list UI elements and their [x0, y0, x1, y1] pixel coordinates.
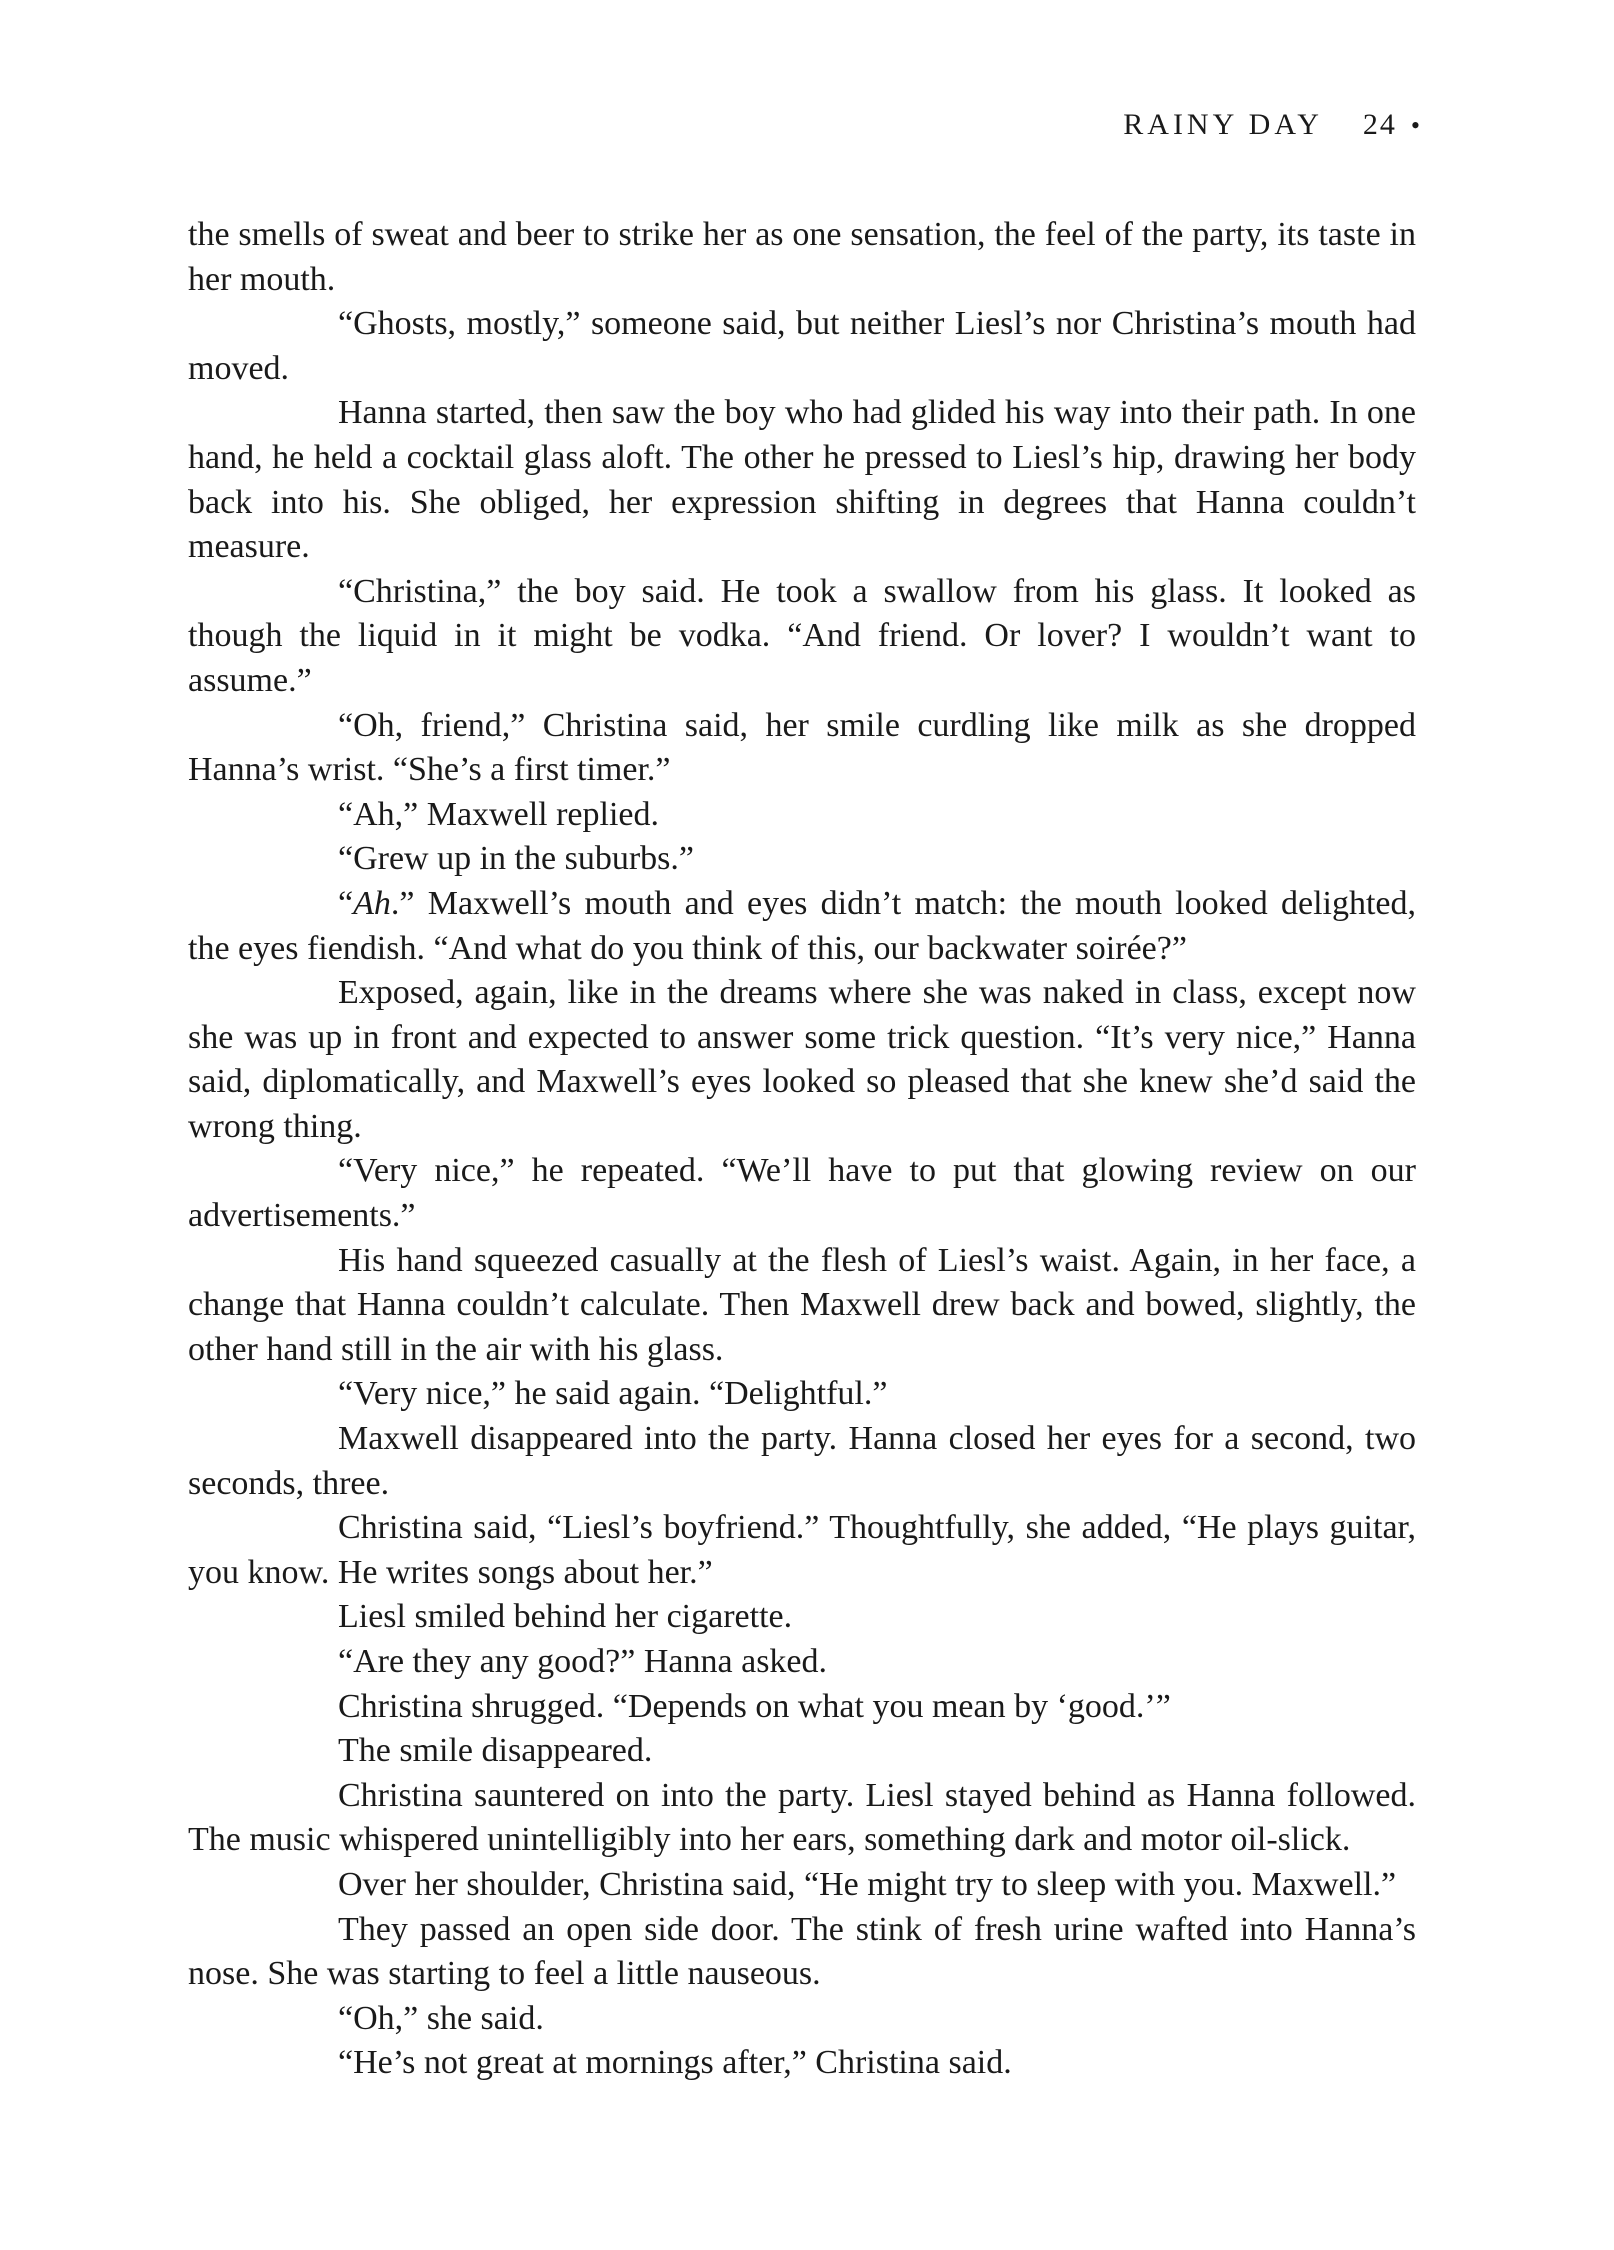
paragraph: “Christina,” the boy said. He took a swallow from his glass. It looked as though the liquid in it might be vodka. “And friend. Or lover? I wouldn’t want to assume.”	[188, 572, 1416, 699]
paragraph: the smells of sweat and beer to strike her as one sensation, the feel of the party, its taste in her mouth.	[188, 216, 1416, 298]
paragraph: Liesl smiled behind her cigarette.	[338, 1598, 793, 1636]
paragraph: “Oh, friend,” Christina said, her smile curdling like milk as she dropped Hanna’s wrist. “She’s a first timer.”	[188, 706, 1416, 789]
paragraph: “He’s not great at mornings after,” Christina said.	[338, 2044, 1012, 2082]
header-bullet: •	[1410, 111, 1424, 140]
paragraph: Christina shrugged. “Depends on what you mean by ‘good.’”	[338, 1687, 1171, 1725]
paragraph: “Are they any good?” Hanna asked.	[338, 1643, 828, 1680]
paragraph: His hand squeezed casually at the flesh of Liesl’s waist. Again, in her face, a change that Hanna couldn’t calculate. Then Maxwell drew back and bowed, slightly, the other hand still in the air with his glass.	[188, 1241, 1416, 1368]
running-head	[1123, 108, 1424, 142]
page-number: 24	[1362, 108, 1397, 141]
paragraph: Over her shoulder, Christina said, “He might try to sleep with you. Maxwell.”	[338, 1865, 1397, 1903]
paragraph: Maxwell disappeared into the party. Hanna closed her eyes for a second, two seconds, three.	[188, 1420, 1416, 1502]
paragraph: Exposed, again, like in the dreams where she was naked in class, except now she was up in front and expected to answer some trick question. “It’s very nice,” Hanna said, diplomatically, and Maxwell’s eyes looked so pleased that she knew she’d said the wrong thing.	[188, 974, 1416, 1145]
paragraph: “Very nice,” he said again. “Delightful.”	[338, 1375, 888, 1413]
paragraph	[188, 882, 1416, 971]
paragraph: “Grew up in the suburbs.”	[338, 840, 694, 878]
paragraph: The smile disappeared.	[338, 1732, 653, 1770]
paragraph: “Oh,” she said.	[338, 1999, 544, 2037]
paragraph: “Ghosts, mostly,” someone said, but neither Liesl’s nor Christina’s mouth had moved.	[188, 305, 1416, 387]
body-text	[188, 213, 1416, 2086]
running-title: RAINY DAY	[1123, 108, 1323, 141]
paragraph: Christina sauntered on into the party. Liesl stayed behind as Hanna followed. The music whispered unintelligibly into her ears, something dark and motor oil-slick.	[188, 1776, 1416, 1859]
paragraph: They passed an open side door. The stink of fresh urine wafted into Hanna’s nose. She was starting to feel a little nauseous.	[188, 1910, 1416, 1993]
paragraph: “Very nice,” he repeated. “We’ll have to put that glowing review on our advertisements.”	[188, 1152, 1416, 1235]
paragraph: Hanna started, then saw the boy who had glided his way into their path. In one hand, he held a cocktail glass aloft. The other he pressed to Liesl’s hip, drawing her body back into his. She obliged, her expression shifting in degrees that Hanna couldn’t measure.	[188, 394, 1416, 566]
emphasis-text: Ah	[353, 884, 391, 922]
paragraph-rest: .” Maxwell’s mouth and eyes didn’t match: the mouth looked delighted, the eyes fiendish. “And what do you think of this, our backwater soirée?”	[188, 884, 1416, 967]
paragraph: Christina said, “Liesl’s boyfriend.” Thoughtfully, she added, “He plays guitar, you know. He writes songs about her.”	[188, 1509, 1416, 1591]
paragraph: “Ah,” Maxwell replied.	[338, 795, 659, 833]
open-quote: “	[338, 884, 354, 922]
